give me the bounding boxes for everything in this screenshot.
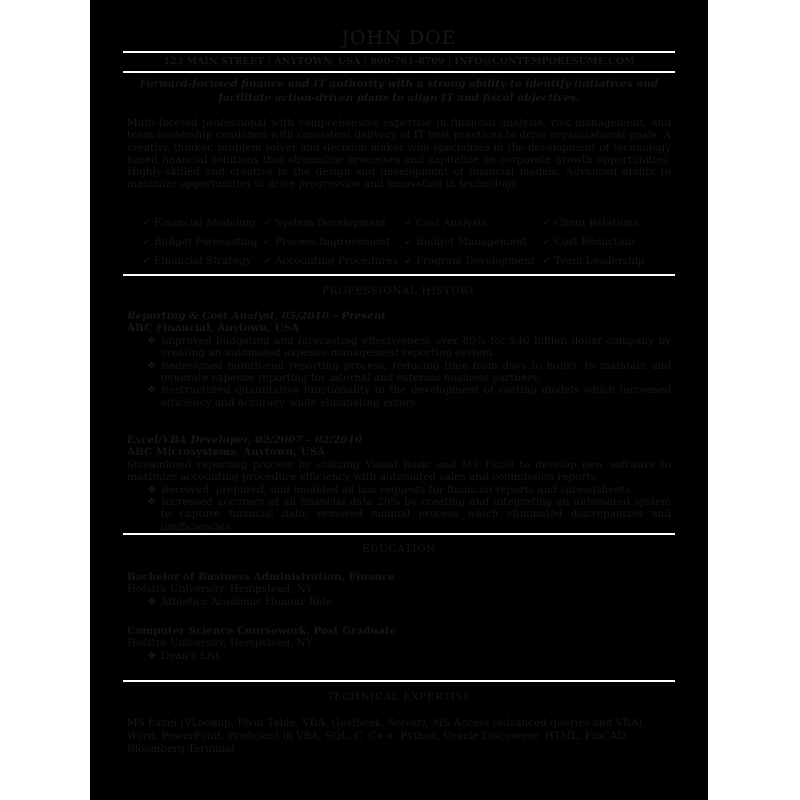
- check-icon: ✓: [542, 217, 551, 229]
- diamond-bullet-icon: ❖: [147, 496, 157, 509]
- job-bullets: [127, 335, 671, 409]
- professional-summary: Multi-faceted professional with comprehensive expertise in financial analysis, risk management, and team leadership combined with consistent delivery of IT best practices to drive organizational goals. A creative thinker, problem solver and decision maker who specializes in the development of technology based financial solutions that streamline processes and capitalize on corporate growth opportunities. Highly-skilled and creative in the design and development of financial models. Advanced ability to maximize opportunities to drive progression and innovation in technology.: [127, 117, 671, 191]
- technical-expertise-text: MS Excel (VLookup, Pivot Table, VBA, GoalSeek, Solver), MS Access (advanced queries and VBA), Word, PowerPoint. Proficient in VBA, SQL, C, C++, Python, Oracle Discoverer, HTML, FinCAD, Bloomberg Terminal: [127, 717, 646, 755]
- education-entry-2: [127, 625, 671, 662]
- education-bullets: [127, 596, 671, 608]
- skill-item: ✓ Accounting Procedures: [263, 255, 398, 267]
- diamond-bullet-icon: ❖: [147, 483, 157, 496]
- job-org: ABC Microsystems, Anytown, USA: [127, 446, 326, 459]
- header-rule-top: [123, 51, 675, 53]
- skill-item: ✓ System Development: [263, 217, 387, 229]
- check-icon: ✓: [142, 236, 151, 248]
- skill-item: ✓ Budget Forecasting: [142, 236, 258, 248]
- check-icon: ✓: [142, 217, 151, 229]
- job-entry-1: [127, 310, 671, 409]
- skill-item: ✓ Program Development: [404, 255, 535, 267]
- check-icon: ✓: [542, 236, 551, 248]
- job-title: Reporting & Cost Analyst, 05/2010 – Present: [127, 310, 387, 322]
- school: Hofstra University, Hempstead, NY: [127, 637, 313, 650]
- section-rule: [123, 533, 675, 535]
- skill-item: ✓ Client Relations: [542, 217, 639, 229]
- job-description: Streamlined reporting process by utilizing Visual Basic and MS Excel to develop new software to maximize accounting procedure efficiency with automated sales and commission reports.: [127, 458, 671, 484]
- check-icon: ✓: [263, 217, 272, 229]
- check-icon: ✓: [404, 217, 413, 229]
- diamond-bullet-icon: ❖: [147, 384, 157, 397]
- job-org: ABC Financial, Anytown, USA: [127, 322, 300, 335]
- check-icon: ✓: [263, 255, 272, 267]
- contact-line: 123 MAIN STREET | ANYTOWN, USA | 800-761-8709 | INFO@CONTEMPORESUME.COM: [163, 56, 635, 67]
- check-icon: ✓: [142, 255, 151, 267]
- skill-item: ✓ Process Improvement: [263, 236, 390, 248]
- diamond-bullet-icon: ❖: [147, 359, 157, 372]
- list-item: ❖ Improved budgeting and forecasting effectiveness over 80% for $40 billion dollar company by creating an automated expense management reporting system.: [147, 334, 671, 360]
- education-entry-1: [127, 571, 671, 608]
- section-title-education: EDUCATION: [362, 543, 436, 555]
- list-item: ❖ Athletics Academic Honour Role: [147, 595, 333, 608]
- diamond-bullet-icon: ❖: [147, 649, 157, 662]
- section-rule: [123, 680, 675, 682]
- skill-item: ✓ Team Leadership: [542, 255, 645, 267]
- degree: Computer Science Coursework, Post Graduate: [127, 625, 397, 637]
- education-bullets: [127, 650, 671, 662]
- skill-item: ✓ Cost Reduction: [542, 236, 635, 248]
- diamond-bullet-icon: ❖: [147, 595, 157, 608]
- check-icon: ✓: [404, 255, 413, 267]
- list-item: ❖ Increased accuracy of all financial data 20% by creating and integrating an automated system to capture financial data; removed manual process which eliminated discrepancies and inefficiencies.: [147, 496, 671, 533]
- check-icon: ✓: [263, 236, 272, 248]
- section-title-technical: TECHNICAL EXPERTISE: [326, 691, 472, 703]
- section-title-history: PROFESSIONAL HISTORY: [322, 285, 476, 297]
- check-icon: ✓: [542, 255, 551, 267]
- job-title: Excel/VBA Developer, 02/2007 – 02/2010: [127, 434, 363, 446]
- skill-item: ✓ Cost Analysis: [404, 217, 487, 229]
- diamond-bullet-icon: ❖: [147, 334, 157, 347]
- list-item: ❖ Received, prepared, and modeled ad hoc requests for financial reports and spreadsheets.: [147, 483, 634, 496]
- job-entry-2: [127, 434, 671, 533]
- resume-page: [90, 0, 708, 800]
- skill-item: ✓ Budget Management: [404, 236, 527, 248]
- skill-item: ✓ Financial Modeling: [142, 217, 256, 229]
- candidate-name: JOHN DOE: [341, 27, 457, 49]
- list-item: ❖ Redesigned month-end reporting process, reducing time from days to hours, to maintain and generate expense reporting for internal and external business partners.: [147, 359, 671, 385]
- check-icon: ✓: [404, 236, 413, 248]
- section-rule: [123, 274, 675, 276]
- list-item: ❖ Restructured quantitative functionality in the development of costing models which increased efficiency and accuracy while eliminating errors.: [147, 384, 671, 409]
- job-bullets: [127, 484, 671, 534]
- list-item: ❖ Dean's List: [147, 649, 220, 662]
- skill-item: ✓ Financial Strategy: [142, 255, 252, 267]
- degree: Bachelor of Business Administration, Finance: [127, 571, 395, 583]
- school: Hofstra University, Hempstead, NY: [127, 583, 313, 596]
- header-rule-bottom: [123, 71, 675, 73]
- tagline: Forward-focused finance and IT authority with a strong ability to identify initiatives and facilitate action-driven plans to align IT and fiscal objectives.: [139, 78, 659, 104]
